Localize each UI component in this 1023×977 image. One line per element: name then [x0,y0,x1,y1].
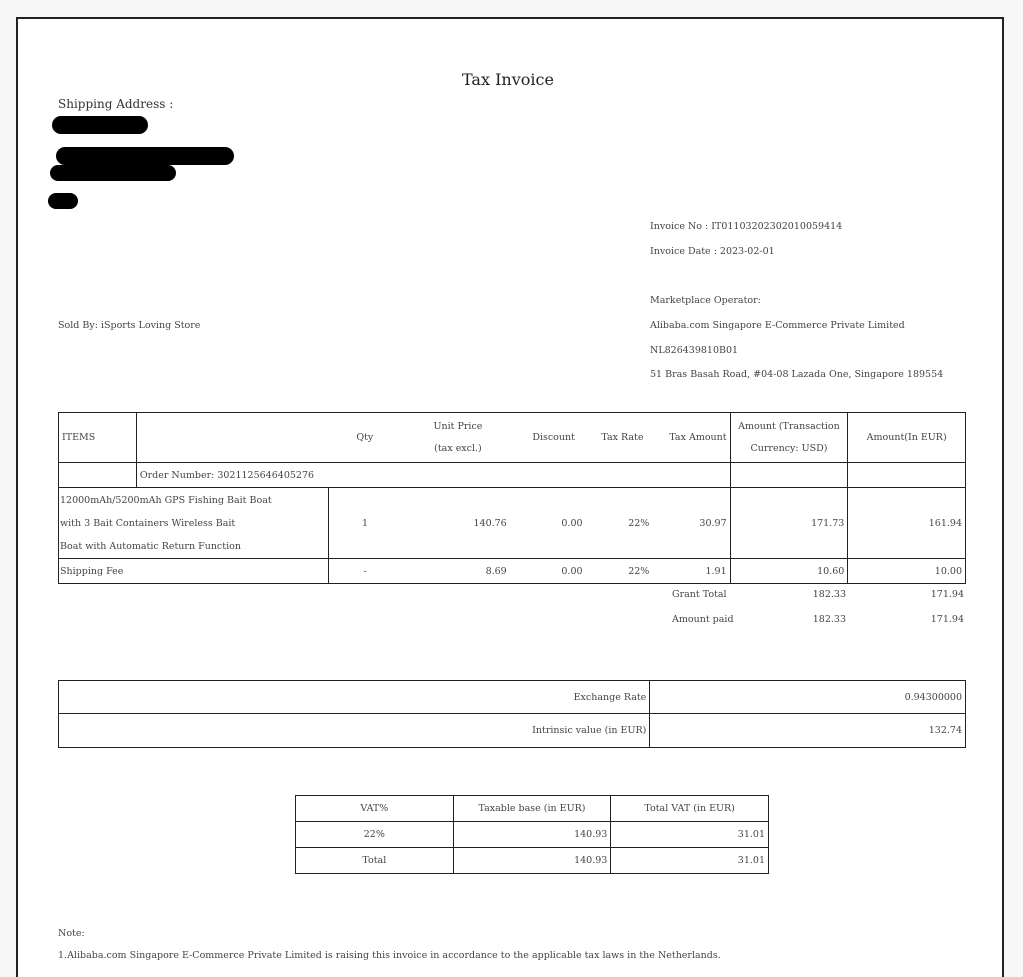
header-discount: Discount [515,413,593,463]
note-line: 1.Alibaba.com Singapore E-Commerce Private Limited is raising this invoice in accordance to the applicable tax laws in the Netherlands. [58,950,721,961]
vat-cell: Total [296,848,454,874]
exchange-rate-value: 0.94300000 [650,681,966,714]
vat-table [295,795,769,874]
redaction-mark [48,193,78,209]
product-amount-usd: 171.73 [730,488,848,559]
marketplace-vat: NL826439810B01 [650,345,739,356]
header-tax-rate: Tax Rate [593,413,653,463]
invoice-date: Invoice Date : 2023-02-01 [650,246,775,257]
shipping-amount-eur: 10.00 [848,559,966,584]
vat-header: Total VAT (in EUR) [611,796,769,822]
page-title: Tax Invoice [462,70,554,89]
header-tax-amount: Tax Amount [652,413,730,463]
invoice-number: Invoice No : IT01103202302010059414 [650,221,843,232]
marketplace-name: Alibaba.com Singapore E-Commerce Private Limited [650,320,905,331]
grant-total-eur: 171.94 [930,589,964,600]
shipping-row [59,559,966,584]
header-amount-usd: Amount (Transaction Currency: USD) [730,413,848,463]
vat-cell: 140.93 [453,848,611,874]
redaction-mark [52,116,148,134]
redaction-mark [50,165,176,181]
exchange-rate-label: Exchange Rate [59,681,650,714]
vat-cell: 140.93 [453,822,611,848]
items-header-row [59,413,966,463]
shipping-name: Shipping Fee [59,559,329,584]
product-qty: 1 [328,488,401,559]
items-table [58,412,966,584]
product-discount: 0.00 [515,488,593,559]
amount-paid-eur: 171.94 [930,614,964,625]
vat-header-row [296,796,769,822]
product-tax-rate: 22% [593,488,653,559]
intrinsic-value-label: Intrinsic value (in EUR) [59,714,650,748]
shipping-unit-price: 8.69 [401,559,515,584]
header-amount-eur: Amount(In EUR) [848,413,966,463]
vat-row [296,848,769,874]
intrinsic-value: 132.74 [650,714,966,748]
shipping-amount-usd: 10.60 [730,559,848,584]
header-unit-price: Unit Price (tax excl.) [401,413,515,463]
shipping-qty: - [328,559,401,584]
vat-header: Taxable base (in EUR) [453,796,611,822]
sold-by: Sold By: iSports Loving Store [58,320,201,331]
exchange-table [58,680,966,748]
marketplace-address: 51 Bras Basah Road, #04-08 Lazada One, Singapore 189554 [650,369,944,380]
amount-paid-usd: 182.33 [812,614,846,625]
vat-cell: 31.01 [611,822,769,848]
redaction-mark [56,147,234,165]
amount-paid-label: Amount paid [672,614,734,625]
shipping-tax-rate: 22% [593,559,653,584]
header-items: ITEMS [59,413,137,463]
shipping-address-label: Shipping Address : [58,97,174,111]
grant-total-label: Grant Total [672,589,727,600]
header-qty: Qty [328,413,401,463]
vat-row [296,822,769,848]
order-number-row [59,463,966,488]
product-unit-price: 140.76 [401,488,515,559]
product-amount-eur: 161.94 [848,488,966,559]
shipping-tax-amount: 1.91 [652,559,730,584]
product-row [59,488,966,559]
vat-cell: 31.01 [611,848,769,874]
product-tax-amount: 30.97 [652,488,730,559]
invoice-page [16,17,1004,977]
order-number: Order Number: 3021125646405276 [136,463,730,488]
shipping-discount: 0.00 [515,559,593,584]
grant-total-usd: 182.33 [812,589,846,600]
product-name: 12000mAh/5200mAh GPS Fishing Bait Boat with 3 Bait Containers Wireless Bait Boat with Automatic Return Function [59,488,329,559]
note-label: Note: [58,928,85,939]
vat-header: VAT% [296,796,454,822]
vat-cell: 22% [296,822,454,848]
marketplace-label: Marketplace Operator: [650,295,761,306]
